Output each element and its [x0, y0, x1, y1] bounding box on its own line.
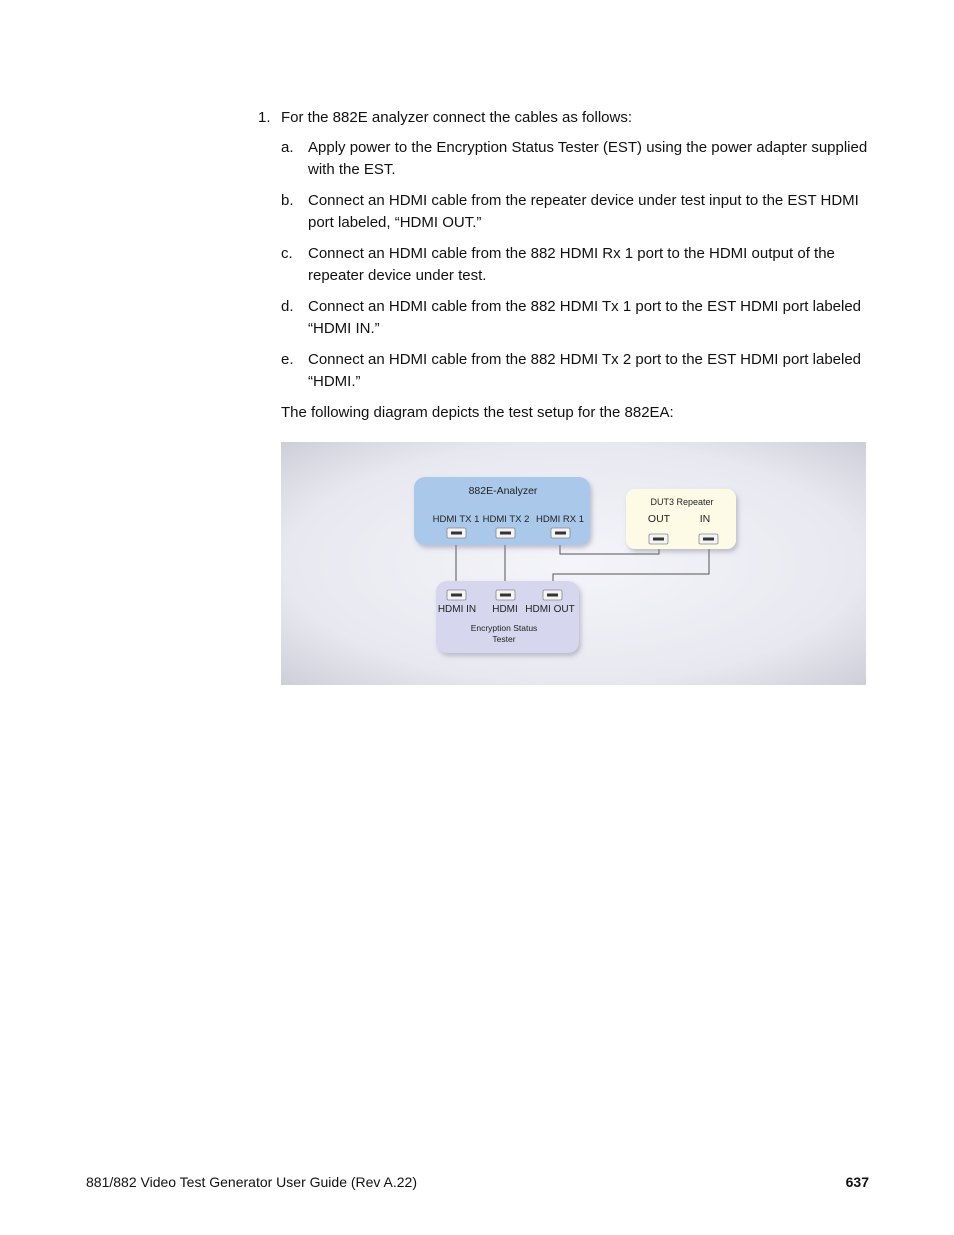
substep-d: [258, 296, 870, 340]
hdmi-port-icon: [543, 590, 562, 600]
port-label-out: OUT: [647, 513, 671, 525]
hdmi-port-icon: [447, 590, 466, 600]
port-label-hdmi-rx1: HDMI RX 1: [535, 514, 585, 525]
substep-list: [258, 137, 870, 402]
test-setup-diagram: [281, 442, 866, 685]
port-label-hdmi-tx2: HDMI TX 2: [482, 514, 530, 525]
analyzer-box: [414, 477, 590, 545]
substep-letter: c.: [281, 245, 293, 262]
substep-a: [258, 137, 870, 181]
hdmi-port-icon: [551, 528, 570, 538]
substep-text: Connect an HDMI cable from the 882 HDMI Rx 1 port to the HDMI output of the repeater device under test.: [308, 245, 835, 284]
footer-title: 881/882 Video Test Generator User Guide (Rev A.22): [86, 1174, 418, 1190]
hdmi-port-icon: [496, 590, 515, 600]
substep-letter: a.: [281, 139, 294, 156]
step-number: 1.: [258, 109, 271, 126]
substep-text: Connect an HDMI cable from the 882 HDMI Tx 2 port to the EST HDMI port labeled “HDMI.”: [308, 351, 862, 390]
repeater-box: [626, 489, 736, 549]
substep-letter: d.: [281, 298, 294, 315]
port-label-hdmi-tx1: HDMI TX 1: [432, 514, 480, 525]
page-number: 637: [845, 1174, 869, 1190]
repeater-title: DUT3 Repeater: [650, 497, 714, 507]
hdmi-port-icon: [699, 534, 718, 544]
hdmi-port-icon: [496, 528, 515, 538]
step-text: For the 882E analyzer connect the cables as follows:: [281, 109, 633, 126]
tester-title-line2: Tester: [492, 634, 516, 644]
port-label-in: IN: [699, 513, 711, 525]
substep-c: [258, 243, 870, 287]
hdmi-port-icon: [649, 534, 668, 544]
hdmi-port-icon: [447, 528, 466, 538]
port-label-hdmi: HDMI: [492, 604, 518, 615]
tester-box: [436, 581, 579, 653]
substep-b: [258, 190, 870, 234]
port-label-hdmi-out: HDMI OUT: [525, 604, 575, 615]
diagram-svg: [281, 442, 866, 685]
tester-title-line1: Encryption Status: [470, 623, 538, 633]
analyzer-title: 882E-Analyzer: [468, 485, 538, 497]
port-label-hdmi-in: HDMI IN: [437, 604, 477, 615]
substep-text: Connect an HDMI cable from the repeater device under test input to the EST HDMI port labeled, “HDMI OUT.”: [308, 192, 859, 231]
substep-e: [258, 349, 870, 393]
substep-letter: e.: [281, 351, 294, 368]
diagram-intro: The following diagram depicts the test setup for the 882EA:: [281, 404, 674, 421]
substep-letter: b.: [281, 192, 294, 209]
substep-text: Apply power to the Encryption Status Tester (EST) using the power adapter supplied with the EST.: [308, 139, 868, 178]
substep-text: Connect an HDMI cable from the 882 HDMI Tx 1 port to the EST HDMI port labeled “HDMI IN.”: [308, 298, 862, 337]
